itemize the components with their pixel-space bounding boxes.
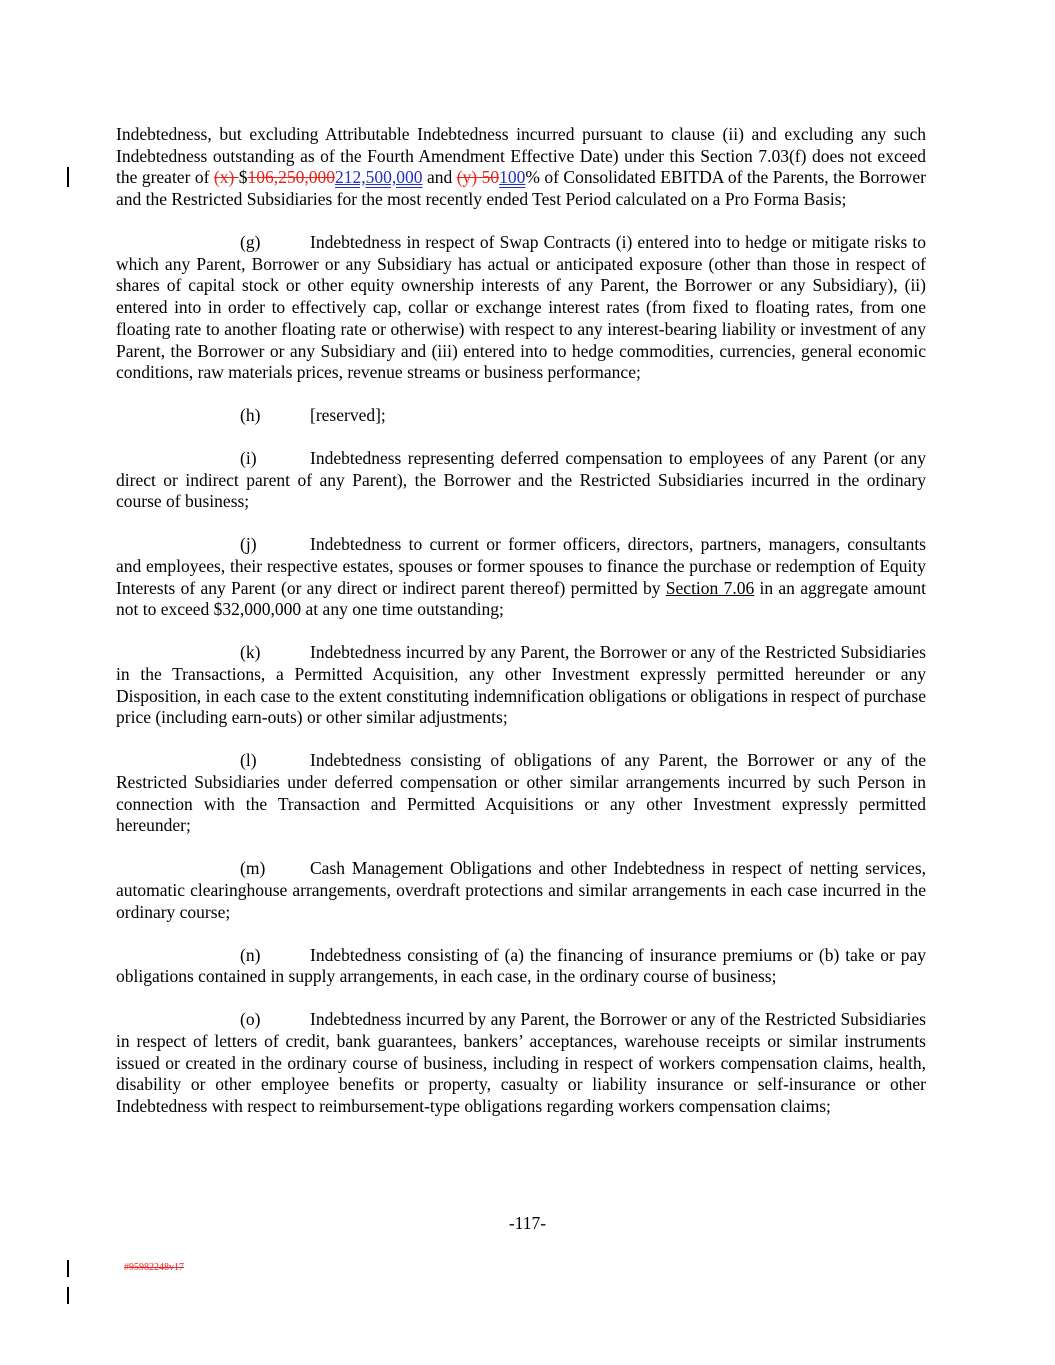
paragraph-g: (g) Indebtedness in respect of Swap Contracts (i) entered into to hedge or mitigate risks to which any Parent, Borrower or any Subsidiary has actual or anticipated exposure (other than those in respect of shares of capital stock or other equity ownership interests of any Parent, the Borrower or any Subsidiary), (ii) entered into in order to effectively cap, collar or exchange interest rates (from fixed to floating rates, from one floating rate to another floating rate or otherwise) with respect to any interest-bearing liability or investment of any Parent, the Borrower or any Subsidiary and (iii) entered into to hedge commodities, currencies, general economic conditions, raw materials prices, revenue streams or business performance; [116,232,926,383]
paragraph-n: (n) Indebtedness consisting of (a) the financing of insurance premiums or (b) take or pay obligations contained in supply arrangements, in each case, in the ordinary course of business; [116,944,926,987]
inserted-text: 212,500,000 [335,167,423,188]
paragraph-i: (i) Indebtedness representing deferred compensation to employees of any Parent (or any direct or indirect parent of any Parent), the Borrower and the Restricted Subsidiaries incurred in the ordinary course of business; [116,448,926,512]
section-reference: Section 7.06 [665,577,755,598]
change-bar [67,167,69,187]
clause-label: (l) [240,750,257,771]
paragraph-l: (l) Indebtedness consisting of obligations of any Parent, the Borrower or any of the Restricted Subsidiaries under deferred compensation or other similar arrangements incurred by such Person in connection with the Transaction and Permitted Acquisitions or any other Investment expressly permitted hereunder; [116,750,926,836]
inserted-text: 100 [499,167,526,188]
clause-label: (o) [240,1009,261,1030]
paragraph-j: (j) Indebtedness to current or former officers, directors, partners, managers, consultants and employees, their respective estates, spouses or former spouses to finance the purchase or redemption of Equity Interests of any Parent (or any direct or indirect parent thereof) permitted by Section 7.06 in an aggregate amount not to exceed $32,000,000 at any one time outstanding; [116,534,926,620]
clause-label: (n) [240,944,261,965]
clause-label: (k) [240,642,261,663]
clause-label: (h) [240,405,261,426]
deleted-text: (x) [213,167,239,188]
document-body [116,124,926,1139]
document-id: #95982248v17 [124,1262,184,1273]
change-bar [67,1287,69,1304]
paragraph-o: (o) Indebtedness incurred by any Parent, the Borrower or any of the Restricted Subsidiaries in respect of letters of credit, bank guarantees, bankers’ acceptances, warehouse receipts or similar instruments issued or created in the ordinary course of business, including in respect of workers compensation claims, health, disability or other employee benefits or property, casualty or liability insurance or self-insurance or other Indebtedness with respect to reimbursement-type obligations regarding workers compensation claims; [116,1009,926,1116]
change-bar [67,1260,69,1277]
clause-label: (m) [240,858,266,879]
paragraph-f-continuation: Indebtedness, but excluding Attributable Indebtedness incurred pursuant to clause (ii) and excluding any such Indebtedness outstanding as of the Fourth Amendment Effective Date) under this Section 7.03(f) does not exceed the greater of (x) $106,250,000212,500,000 and (y) 50100% of Consolidated EBITDA of the Parents, the Borrower and the Restricted Subsidiaries for the most recently ended Test Period calculated on a Pro Forma Basis; [116,124,926,210]
clause-label: (j) [240,534,257,555]
clause-label: (g) [240,232,261,252]
page-number: -117- [508,1213,547,1233]
paragraph-k: (k) Indebtedness incurred by any Parent, the Borrower or any of the Restricted Subsidiaries in the Transactions, a Permitted Acquisition, any other Investment expressly permitted hereunder or any Disposition, in each case to the extent constituting indemnification obligations or obligations in respect of purchase price (including earn-outs) or other similar adjustments; [116,642,926,728]
deleted-text: 106,250,000 [247,167,336,188]
paragraph-h: (h) [reserved]; [240,405,386,426]
deleted-text: (y) 50 [456,167,500,188]
paragraph-m: (m) Cash Management Obligations and other Indebtedness in respect of netting services, automatic clearinghouse arrangements, overdraft protections and similar arrangements in each case incurred in the ordinary course; [116,858,926,922]
clause-label: (i) [240,448,257,468]
